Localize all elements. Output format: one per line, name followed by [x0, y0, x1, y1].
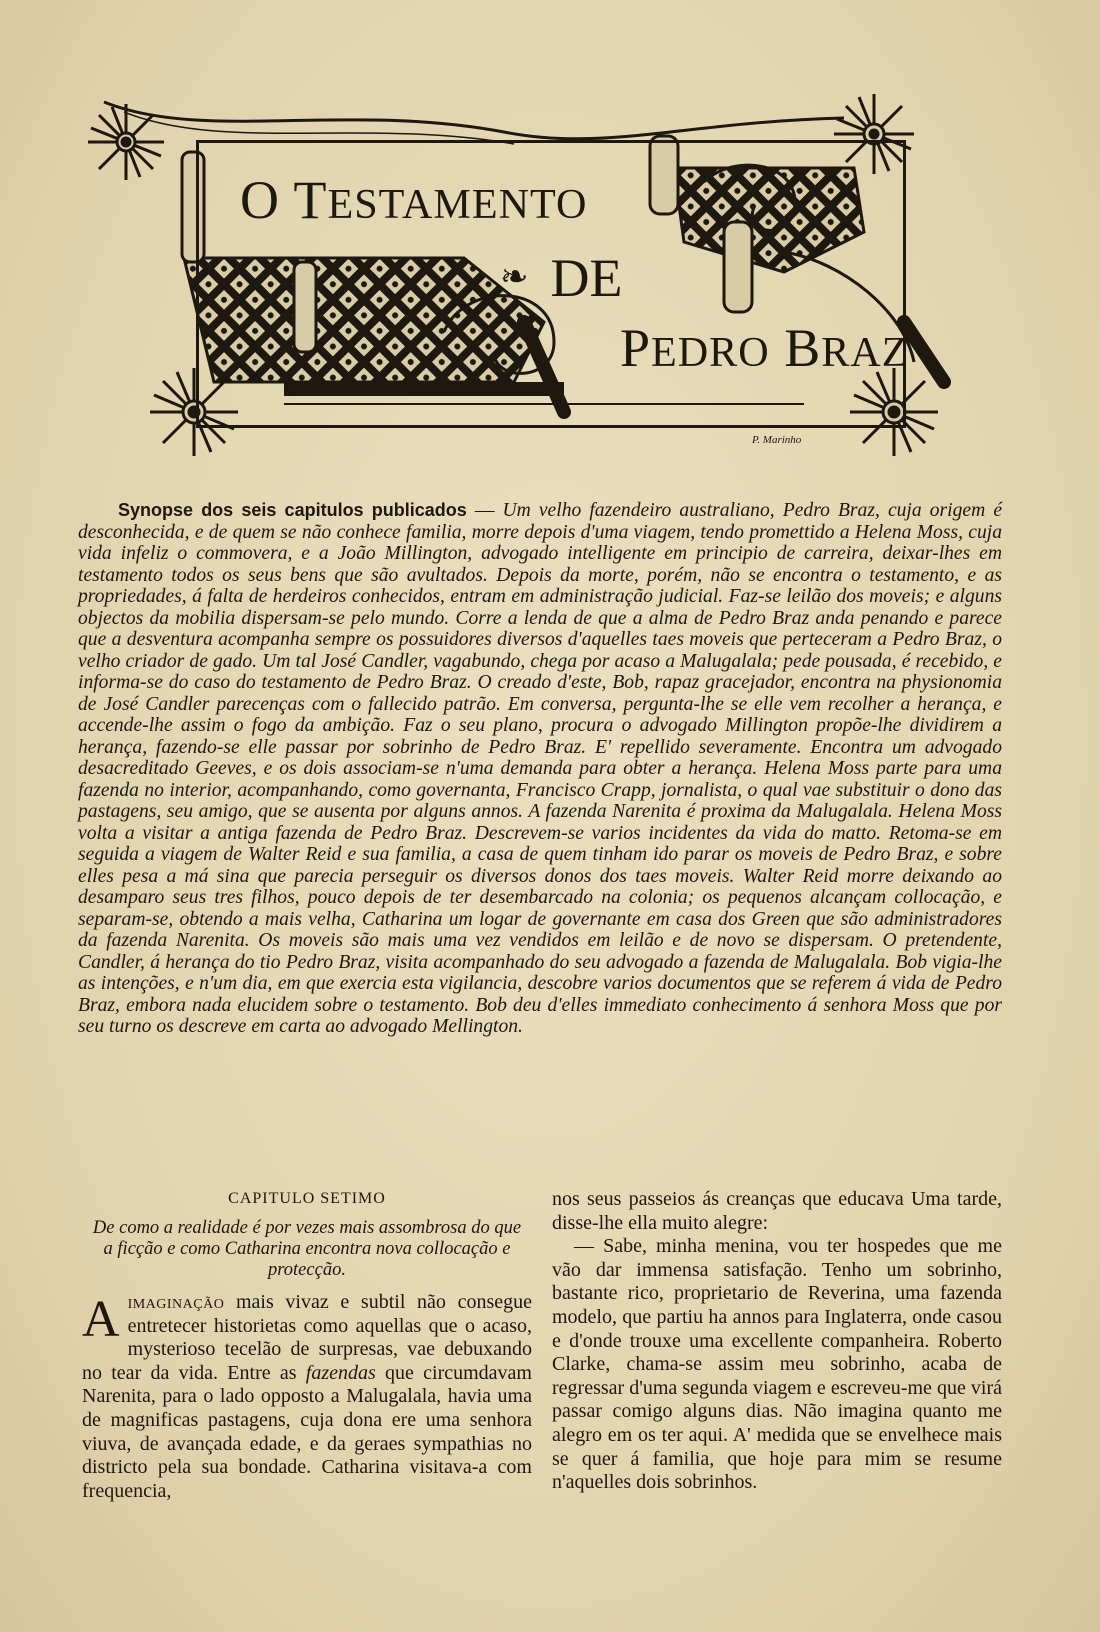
- synopsis-heading: Synopse dos seis capitulos publicados: [118, 500, 467, 520]
- left-column: [82, 1188, 532, 1503]
- title-line-1: O TESTAMENTO: [240, 170, 588, 230]
- right-column: [552, 1188, 1002, 1495]
- paragraph-1-text: mais vivaz e subtil não consegue entretecer historietas como aquellas que o acaso, mysterioso tecelão de surpresas, vae debuxando no tear da vida. Entre as: [82, 1291, 532, 1384]
- chapter-heading: CAPITULO SETIMO: [228, 1190, 386, 1207]
- lead-word: imaginação: [127, 1291, 225, 1313]
- paragraph-1-end: que circumdavam Narenita, para o lado opposto a Malugalala, havia uma de magnificas pastagens, cuja dona ere uma senhora viuva, de avançada edade, e da geraes sympathias no districto pela sua bondade. Catharina visitava-a com frequencia,: [82, 1361, 532, 1502]
- title-line-3: PEDRO BRAZ: [620, 318, 909, 378]
- artist-signature: P. Marinho: [752, 434, 802, 446]
- title-line-2: DE: [550, 248, 623, 308]
- drop-cap: A: [82, 1291, 120, 1348]
- chapter-summary: De como a realidade é por vezes mais assombrosa do que a ficção e como Catharina encontra nova collocação e protecção.: [92, 1218, 522, 1280]
- chapter-paragraph-1: [82, 1291, 532, 1503]
- right-column-paragraph-1: nos seus passeios ás creanças que educava Uma tarde, disse-lhe ella muito alegre:: [552, 1188, 1002, 1234]
- synopsis-dash: —: [466, 500, 503, 521]
- title-de-row: [500, 250, 622, 306]
- right-column-paragraph-2: — Sabe, minha menina, vou ter hospedes que me vão dar immensa satisfação. Tenho um sobrinho, bastante rico, proprietario de Reverina, uma fazenda modelo, que partiu ha annos para Inglaterra, onde casou e d'onde trouxe uma excellente companheira. Roberto Clarke, chama-se assim meu sobrinho, acaba de regressar d'uma segunda viagem e escreveu-me que virá passar comigo alguns dias. Não imagina quanto me alegro em os ter aqui. A' medida que se envelhece mais se quer á familia, que hoje para mim se resume n'aquelles dois sobrinhos.: [552, 1235, 1002, 1494]
- synopsis-block: [78, 500, 1002, 1038]
- paragraph-1-italic: fazendas: [305, 1361, 376, 1384]
- synopsis-text: Um velho fazendeiro australiano, Pedro Braz, cuja origem é desconhecida, e de quem se não conhece familia, morre depois d'uma viagem, tendo promettido a Helena Moss, cuja vida infeliz o commovera, e a João Millington, advogado intelligente em principio de carreira, deixar-lhes em testamento todos os seus bens que são avultados. Depois da morte, porém, não se encontra o testamento, e as propriedades, á falta de herdeiros conhecidos, entram em administração judicial. Faz-se leilão dos moveis; e alguns objectos da mobilia dispersam-se pelo mundo. Corre a lenda de que a alma de Pedro Braz anda penando e parece que a desventura acompanha sempre os possuidores diversos d'aquelles taes moveis que perteceram a Pedro Braz, o velho criador de gado. Um tal José Candler, vagabundo, chega por acaso a Malugalala; pede pousada, é recebido, e informa-se do caso do testamento de Pedro Braz. O creado d'este, Bob, rapaz gracejador, encontra na physionomia de José Candler parecenças com o fallecido patrão. Em conversa, pergunta-lhe se elle vem recolher a herança, e accende-lhe assim o fogo da ambição. Faz o seu plano, procura o advogado Millington propõe-lhe dividirem a herança, fazendo-se elle passar por sobrinho de Pedro Braz. E' repellido severamente. Encontra um advogado desacreditado Geeves, e os dois associam-se n'uma demanda para obter a herança. Helena Moss parte para uma fazenda no interior, acompanhando, como governanta, Francisco Crapp, jornalista, o qual vae substituir o dono das pastagens, seu amigo, que se ausenta por alguns annos. A fazenda Narenita é proxima da Malugalala. Helena Moss volta a visitar a antiga fazenda de Pedro Braz. Descrevem-se varios incidentes da vida do matto. Retoma-se em seguida a viagem de Walter Reid e sua familia, a casa de quem tinham ido parar os moveis de Pedro Braz, e sobre elles pesa a má sina que parecia perseguir os diversos donos dos taes moveis. Walter Reid morre deixando ao desamparo seus tres filhos, pouco depois de ter desembarcado na colonia; os pequenos alcançam collocação, e separam-se, obtendo a mais velha, Catharina um logar de governante em casa dos Green que são administradores da fazenda Narenita. Os moveis são mais uma vez vendidos em leilão e de novo se dispersam. O pretendente, Candler, á herança do tio Pedro Braz, visita acompanhado do seu advogado a fazenda de Malugalala. Bob vigia-lhe as intenções, e n'um dia, em que exercia esta vigilancia, descobre varios documentos que se referem á vida de Pedro Braz, embora nada elucidem sobre o testamento. Bob deu d'elles immediato conhecimento á senhora Moss que por seu turno os descreve em carta ao advogado Mellington.: [78, 500, 1003, 1037]
- fleuron-ornament-icon: ❧: [500, 259, 529, 296]
